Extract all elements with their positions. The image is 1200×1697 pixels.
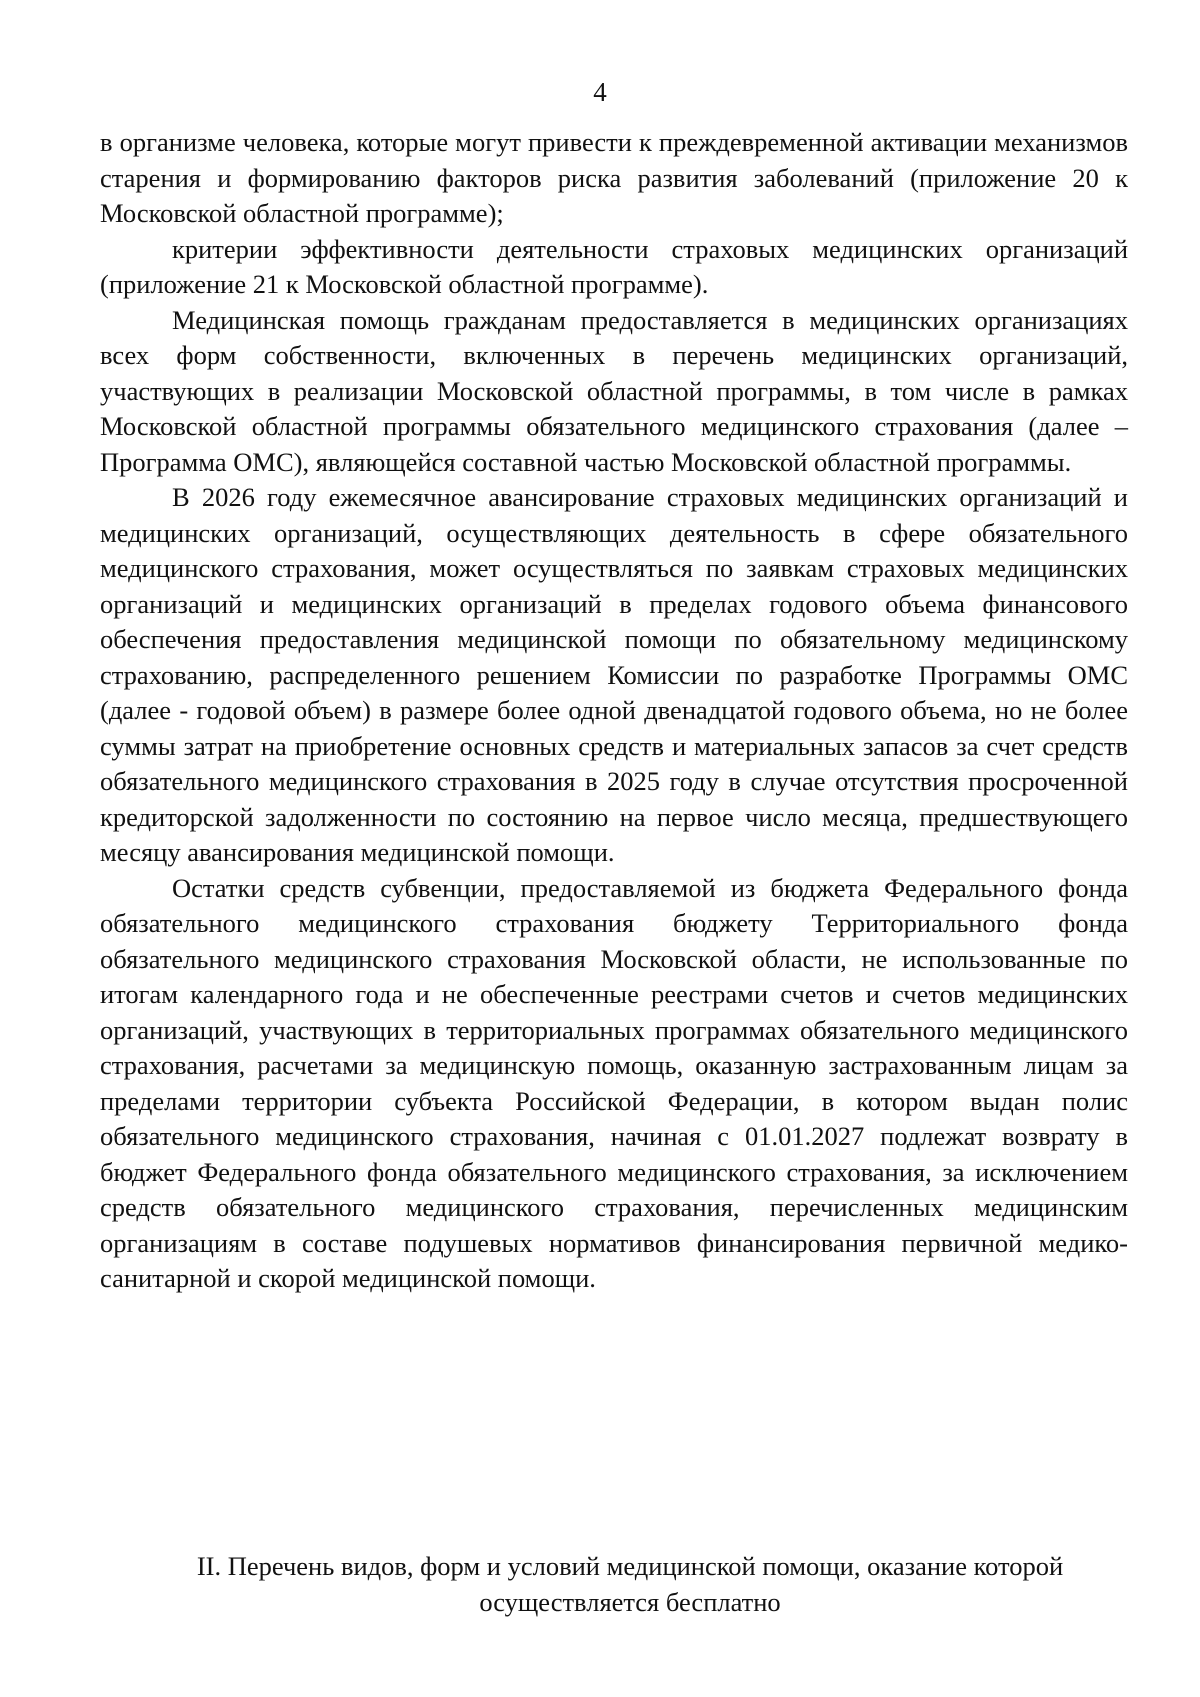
body-text [100, 125, 1128, 1297]
paragraph-subvention-balance: Остатки средств субвенции, предоставляемой из бюджета Федерального фонда обязательного медицинского страхования бюджету Территориального фонда обязательного медицинского страхования Московской области, не использованные по итогам календарного года и не обеспеченные реестрами счетов и счетов медицинских организаций, участвующих в территориальных программах обязательного медицинского страхования, расчетами за медицинскую помощь, оказанную застрахованным лицам за пределами территории субъекта Российской Федерации, в котором выдан полис обязательного медицинского страхования, начиная с 01.01.2027 подлежат возврату в бюджет Федерального фонда обязательного медицинского страхования, за исключением средств обязательного медицинского страхования, перечисленных медицинским организациям в составе подушевых нормативов финансирования первичной медико-санитарной и скорой медицинской помощи. [100, 872, 1128, 1293]
section-heading-line: II. Перечень видов, форм и условий медицинской помощи, оказание которой [196, 1551, 1064, 1581]
paragraph-medical-help: Медицинская помощь гражданам предоставляется в медицинских организациях всех форм собственности, включенных в перечень медицинских организаций, участвующих в реализации Московской областной программы, в том числе в рамках Московской областной программы обязательного медицинского страхования (далее – Программа ОМС), являющейся составной частью Московской областной программы. [100, 304, 1128, 477]
paragraph-criteria: критерии эффективности деятельности страховых медицинских организаций (приложение 21 к Московской областной программе). [100, 233, 1128, 299]
page-number: 4 [593, 77, 607, 107]
paragraph-continuation: в организме человека, которые могут привести к преждевременной активации механизмов старения и формированию факторов риска развития заболеваний (приложение 20 к Московской областной программе); [100, 127, 1128, 228]
section-heading-line: осуществляется бесплатно [479, 1587, 781, 1617]
paragraph-advance-payment: В 2026 году ежемесячное авансирование страховых медицинских организаций и медицинских организаций, осуществляющих деятельность в сфере обязательного медицинского страхования, может осуществляться по заявкам страховых медицинских организаций и медицинских организаций в пределах годового объема финансового обеспечения предоставления медицинской помощи по обязательному медицинскому страхованию, распределенного решением Комиссии по разработке Программы ОМС (далее - годовой объем) в размере более одной двенадцатой годового объема, но не более суммы затрат на приобретение основных средств и материальных запасов за счет средств обязательного медицинского страхования в 2025 году в случае отсутствия просроченной кредиторской задолженности по состоянию на первое число месяца, предшествующего месяцу авансирования медицинской помощи. [100, 482, 1128, 867]
section-heading [150, 1548, 1110, 1620]
